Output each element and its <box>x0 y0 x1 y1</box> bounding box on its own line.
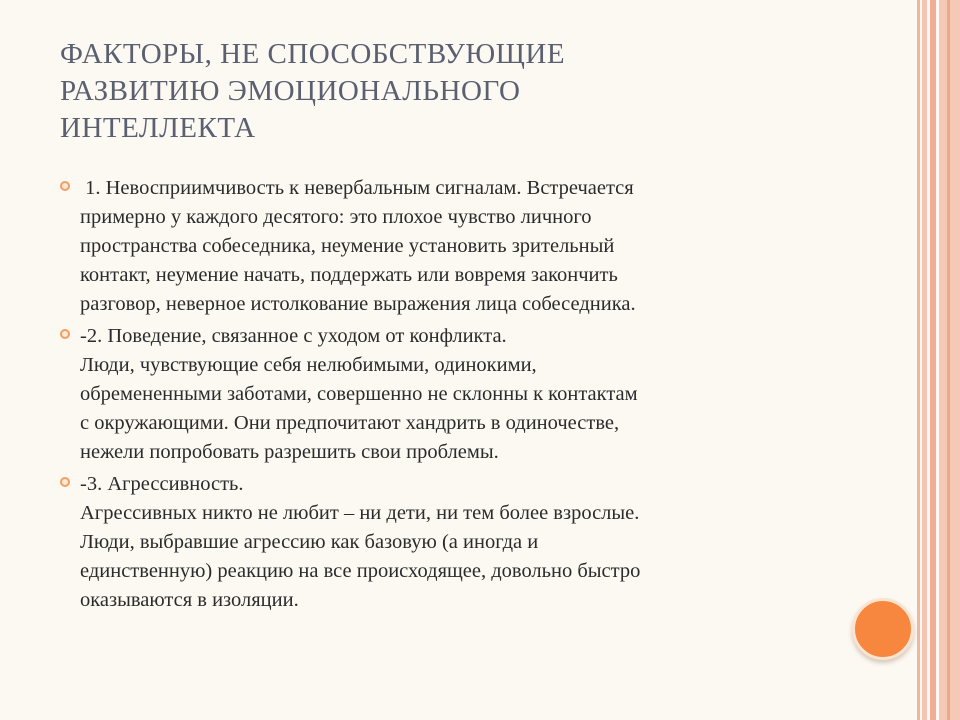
bullet-text-line: пространства собеседника, неумение установить зрительный <box>80 235 615 257</box>
decorative-circle <box>852 598 914 660</box>
title-line: ФАКТОРЫ, НЕ СПОСОБСТВУЮЩИЕ <box>60 38 566 70</box>
bullet-text-line: Люди, чувствующие себя нелюбимыми, одинокими, <box>80 354 537 376</box>
bullet-item <box>60 470 860 615</box>
bullet-item <box>60 174 860 319</box>
bullet-list <box>60 174 860 618</box>
bullet-text-line: с окружающими. Они предпочитают хандрить в одиночестве, <box>80 412 620 434</box>
circle-bullet-icon <box>60 477 70 487</box>
title-line: ИНТЕЛЛЕКТА <box>60 112 256 144</box>
bullet-text-line: оказываются в изоляции. <box>80 589 299 611</box>
slide-title <box>60 36 860 147</box>
circle-bullet-icon <box>60 181 70 191</box>
bullet-text-line: нежели попробовать разрешить свои проблемы. <box>80 441 499 463</box>
bullet-item <box>60 322 860 467</box>
bullet-text-line: 1. Невосприимчивость к невербальным сигналам. Встречается <box>80 177 634 199</box>
bullet-text-line: -2. Поведение, связанное с уходом от конфликта. <box>80 325 507 347</box>
bullet-text-line: примерно у каждого десятого: это плохое чувство личного <box>80 206 592 228</box>
decorative-stripe <box>922 0 927 720</box>
bullet-text-line: контакт, неумение начать, поддержать или вовремя закончить <box>80 264 618 286</box>
bullet-text-line: разговор, неверное истолкование выражения лица собеседника. <box>80 293 636 315</box>
bullet-text-line: -3. Агрессивность. <box>80 473 244 495</box>
bullet-text-line: Люди, выбравшие агрессию как базовую (а иногда и <box>80 531 539 553</box>
decorative-stripe <box>917 0 920 720</box>
decorative-stripe <box>947 0 950 720</box>
title-line: РАЗВИТИЮ ЭМОЦИОНАЛЬНОГО <box>60 75 521 107</box>
bullet-text-line: обремененными заботами, совершенно не склонны к контактам <box>80 383 638 405</box>
bullet-text-line: Агрессивных никто не любит – ни дети, ни тем более взрослые. <box>80 502 640 524</box>
decorative-stripe <box>930 0 936 720</box>
bullet-text-line: единственную) реакцию на все происходящее, довольно быстро <box>80 560 641 582</box>
circle-bullet-icon <box>60 329 70 339</box>
